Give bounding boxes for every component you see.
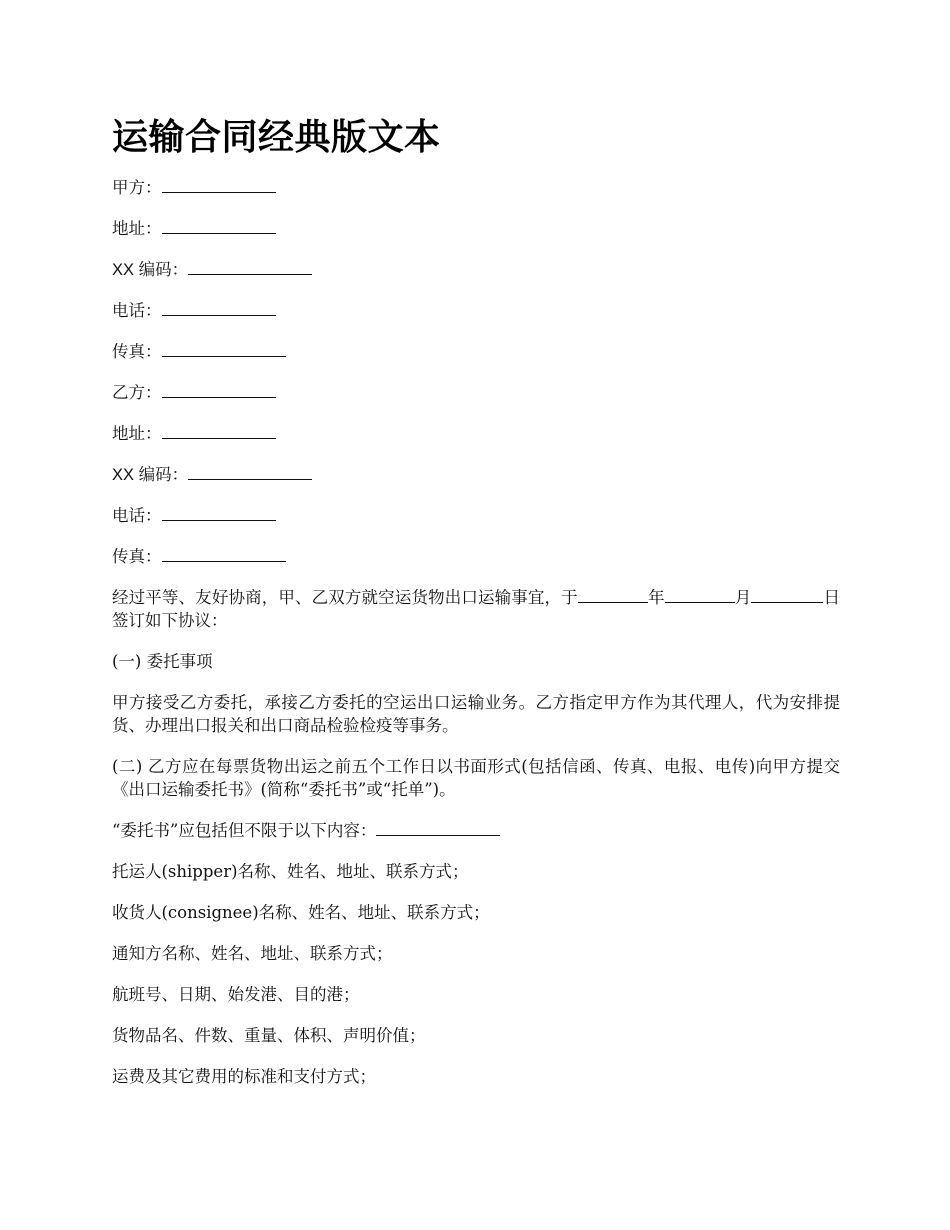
party-b-fax-blank (162, 545, 286, 562)
intro-year-blank (578, 586, 648, 603)
commission-contents-label: “委托书”应包括但不限于以下内容： (112, 821, 377, 840)
party-a-phone-line (112, 299, 840, 322)
list-item: 托运人(shipper)名称、姓名、地址、联系方式； (112, 862, 469, 881)
section-2-body: (二) 乙方应在每票货物出运之前五个工作日以书面形式(包括信函、传真、电报、电传)向甲方提交《出口运输委托书》(简称“委托书”或“托单”)。 (112, 757, 840, 799)
party-a-name-label: 甲方： (112, 178, 162, 197)
commission-contents-blank (376, 819, 500, 836)
party-a-code-label: XX 编码： (112, 261, 189, 279)
intro-text-after: 日签订如下协议： (112, 588, 841, 630)
party-b-name-label: 乙方： (112, 383, 162, 402)
party-a-fax-label: 传真： (112, 342, 162, 361)
commission-contents-line (112, 819, 840, 842)
section-1-body: 甲方接受乙方委托，承接乙方委托的空运出口运输业务。乙方指定甲方作为其代理人，代为安排提货、办理出口报关和出口商品检验检疫等事务。 (112, 693, 840, 735)
party-a-phone-blank (162, 299, 276, 316)
intro-month-blank (665, 586, 735, 603)
party-a-code-blank (188, 258, 312, 275)
party-b-code-label: XX 编码： (112, 466, 189, 484)
intro-year-label: 年 (647, 588, 665, 607)
party-a-fax-line (112, 340, 840, 363)
party-b-code-blank (188, 463, 312, 480)
party-b-name-line (112, 381, 840, 404)
party-a-name-blank (162, 176, 276, 193)
party-b-fax-label: 传真： (112, 547, 162, 566)
party-a-name-line (112, 176, 840, 199)
party-a-address-blank (162, 217, 276, 234)
party-b-code-line (112, 463, 840, 486)
intro-paragraph (112, 586, 840, 632)
party-b-phone-line (112, 504, 840, 527)
list-item: 货物品名、件数、重量、体积、声明价值； (112, 1026, 426, 1045)
party-a-code-line (112, 258, 840, 281)
intro-month-label: 月 (734, 588, 752, 607)
party-b-address-line (112, 422, 840, 445)
section-1-heading: (一) 委托事项 (112, 652, 213, 671)
party-b-phone-blank (162, 504, 276, 521)
party-b-address-label: 地址： (112, 424, 162, 443)
party-b-phone-label: 电话： (112, 506, 162, 525)
document-body (112, 176, 840, 1106)
intro-text-before: 经过平等、友好协商，甲、乙双方就空运货物出口运输事宜，于 (112, 588, 578, 607)
party-a-phone-label: 电话： (112, 301, 162, 320)
list-item: 航班号、日期、始发港、目的港； (112, 985, 360, 1004)
list-item: 通知方名称、姓名、地址、联系方式； (112, 944, 393, 963)
party-a-address-label: 地址： (112, 219, 162, 238)
party-b-address-blank (162, 422, 276, 439)
party-a-address-line (112, 217, 840, 240)
intro-day-blank (751, 586, 823, 603)
party-a-fax-blank (162, 340, 286, 357)
party-b-name-blank (162, 381, 276, 398)
list-item: 收货人(consignee)名称、姓名、地址、联系方式； (112, 903, 490, 922)
list-item: 运费及其它费用的标准和支付方式； (112, 1067, 376, 1086)
document-title: 运输合同经典版文本 (112, 117, 441, 158)
party-b-fax-line (112, 545, 840, 568)
